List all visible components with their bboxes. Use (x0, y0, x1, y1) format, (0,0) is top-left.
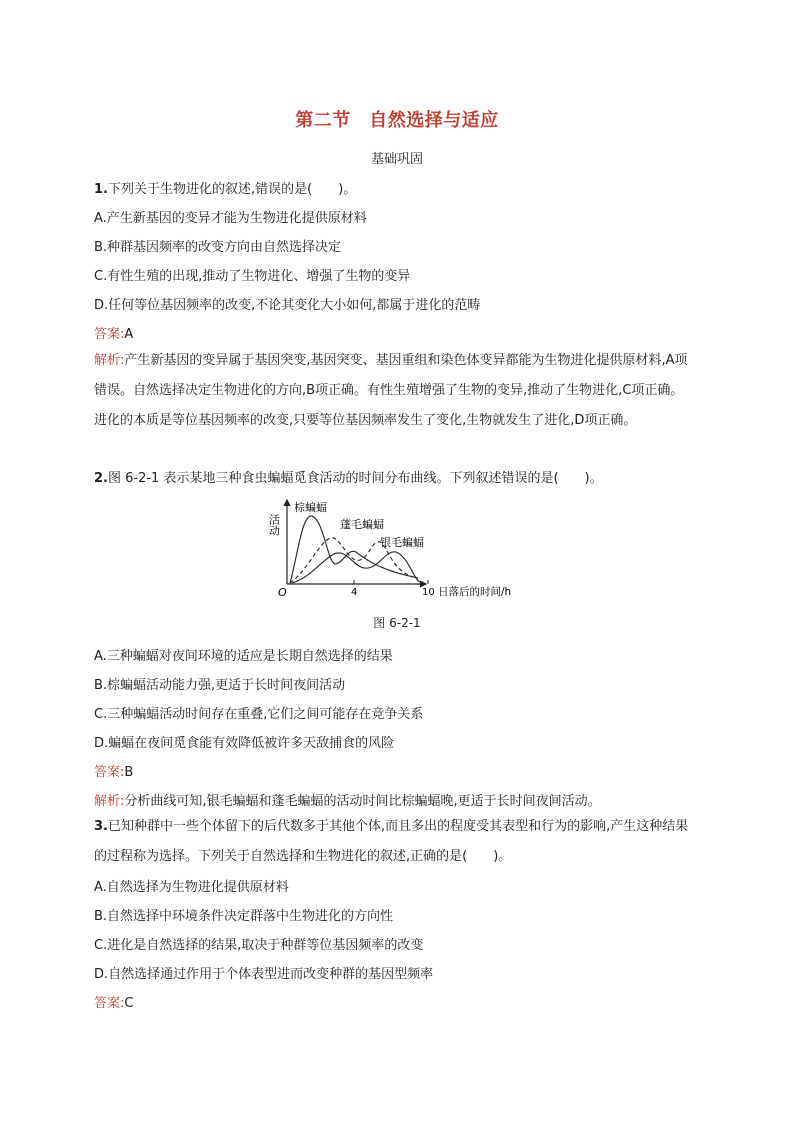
option-a: A.自然选择为生物进化提供原材料 (94, 880, 289, 895)
option-c: C.有性生殖的出现,推动了生物进化、增强了生物的变异 (94, 269, 411, 284)
curve-silver-bat (292, 552, 420, 583)
series-label-brown: 棕蝙蝠 (294, 501, 327, 514)
question-2-stem-line (94, 467, 603, 486)
answer-label: 答案: (94, 327, 125, 342)
option-b: B.种群基因频率的改变方向由自然选择决定 (94, 240, 342, 255)
explanation (94, 790, 601, 809)
answer-line (94, 761, 133, 780)
option-a: A.产生新基因的变异才能为生物进化提供原材料 (94, 211, 367, 226)
question-stem: 图 6-2-1 表示某地三种食虫蝙蝠觅食活动的时间分布曲线。下列叙述错误的是( )。 (107, 471, 603, 486)
option-a: A.三种蝙蝠对夜间环境的适应是长期自然选择的结果 (94, 649, 393, 664)
x-axis-label: 日落后的时间/h (438, 586, 512, 598)
activity-chart (268, 494, 538, 604)
x-tick-4: 4 (351, 587, 358, 598)
option-d: D.蝙蝠在夜间觅食能有效降低被许多天敌捕食的风险 (94, 736, 395, 751)
option-b: B.自然选择中环境条件决定群落中生物进化的方向性 (94, 909, 394, 924)
answer-label: 答案: (94, 765, 125, 780)
explanation (94, 346, 694, 436)
option-b: B.棕蝙蝠活动能力强,更适于长时间夜间活动 (94, 678, 346, 693)
answer-value: C (124, 996, 134, 1011)
section-heading: 基础巩固 (370, 152, 423, 167)
series-label-silver: 银毛蝙蝠 (380, 536, 424, 549)
page-title: 第二节 自然选择与适应 (295, 110, 499, 131)
explanation-label: 解析: (94, 353, 125, 368)
explanation-label: 解析: (94, 794, 125, 809)
answer-line (94, 323, 133, 342)
explanation-text: 分析曲线可知,银毛蝙蝠和蓬毛蝙蝠的活动时间比棕蝙蝠晚,更适于长时间夜间活动。 (124, 794, 601, 809)
question-number: 3. (94, 819, 108, 834)
option-d: D.任何等位基因频率的改变,不论其变化大小如何,都属于进化的范畴 (94, 298, 481, 313)
question-number: 1. (94, 182, 108, 197)
question-stem: 已知种群中一些个体留下的后代数多于其他个体,而且多出的程度受其表型和行为的影响,产生这种结果的过程称为选择。下列关于自然选择和生物进化的叙述,正确的是( )。 (94, 819, 689, 864)
explanation-text: 产生新基因的变异属于基因突变,基因突变、基因重组和染色体变异都能为生物进化提供原材料,A项错误。自然选择决定生物进化的方向,B项正确。有性生殖增强了生物的变异,推动了生物进化,C项正确。进化的本质是等位基因频率的改变,只要等位基因频率发生了变化,生物就发生了进化,D项正确。 (94, 353, 688, 428)
question-number: 2. (94, 471, 108, 486)
question-1-stem-line (94, 178, 356, 197)
answer-value: A (124, 327, 134, 342)
origin-label: O (278, 586, 287, 599)
answer-value: B (124, 765, 134, 780)
option-d: D.自然选择通过作用于个体表型进而改变种群的基因型频率 (94, 967, 434, 982)
answer-label: 答案: (94, 996, 125, 1011)
answer-line (94, 992, 133, 1011)
figure-activity-curves (268, 494, 538, 604)
y-axis-label: 活动 (268, 514, 281, 536)
x-tick-10: 10 (422, 587, 435, 598)
series-label-hoary: 蓬毛蝙蝠 (340, 518, 384, 531)
question-stem: 下列关于生物进化的叙述,错误的是( )。 (107, 182, 357, 197)
option-c: C.进化是自然选择的结果,取决于种群等位基因频率的改变 (94, 938, 424, 953)
option-c: C.三种蝙蝠活动时间存在重叠,它们之间可能存在竞争关系 (94, 707, 424, 722)
figure-caption: 图 6-2-1 (373, 616, 421, 630)
question-3-stem (94, 812, 694, 872)
